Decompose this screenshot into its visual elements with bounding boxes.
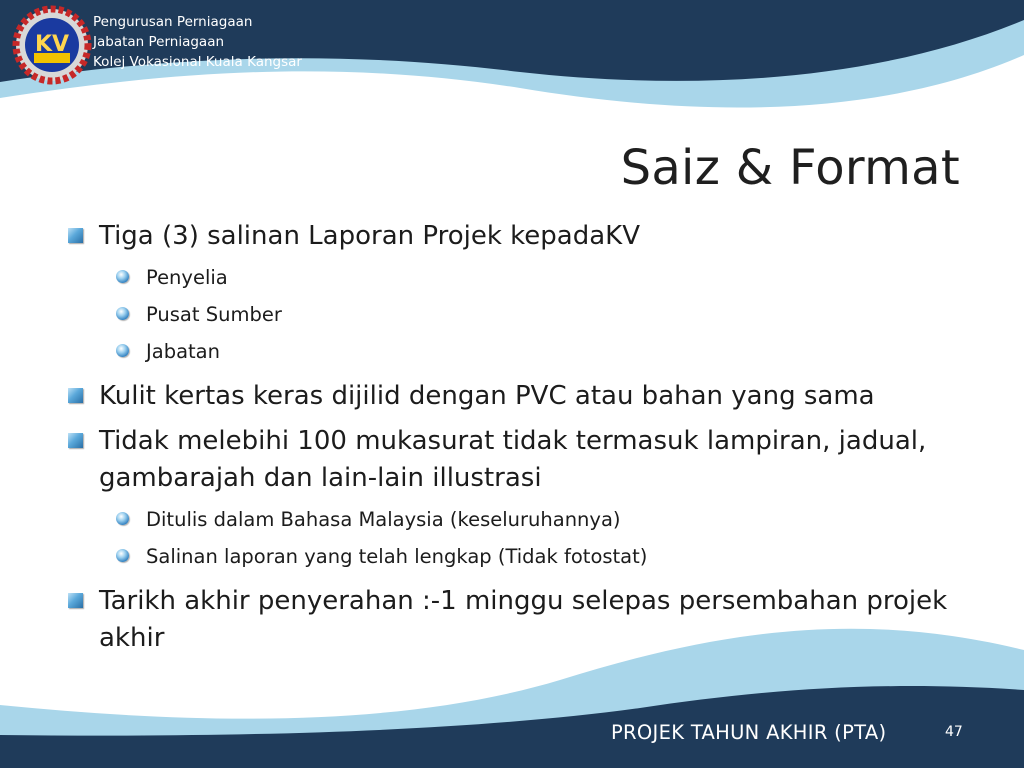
sub-bullet-text: Salinan laporan yang telah lengkap (Tidak fotostat)	[146, 545, 648, 568]
square-bullet-icon	[68, 593, 83, 608]
org-line: Jabatan Perniagaan	[93, 34, 225, 50]
bullet-item	[66, 378, 966, 415]
sub-bullet-item	[66, 259, 966, 296]
square-bullet-icon	[68, 433, 83, 448]
bullet-text: Tarikh akhir penyerahan :-1 minggu selepas persembahan projek akhir	[99, 586, 948, 653]
sub-bullet-text: Jabatan	[146, 340, 220, 363]
bullet-list	[66, 218, 966, 661]
page-number: 47	[945, 724, 963, 740]
sub-bullet-text: Pusat Sumber	[146, 303, 282, 326]
sub-bullet-item	[66, 296, 966, 333]
svg-text:KV: KV	[34, 32, 70, 57]
bullet-text: Tidak melebihi 100 mukasurat tidak termasuk lampiran, jadual, gambarajah dan lain-lain illustrasi	[99, 426, 927, 493]
bullet-text: Tiga (3) salinan Laporan Projek kepadaKV	[99, 221, 640, 251]
sub-bullet-item	[66, 501, 966, 538]
sub-bullet-text: Penyelia	[146, 266, 228, 289]
bullet-text: Kulit kertas keras dijilid dengan PVC atau bahan yang sama	[99, 381, 875, 411]
org-line: Pengurusan Perniagaan	[93, 14, 253, 30]
bullet-item	[66, 583, 966, 657]
bullet-item	[66, 218, 966, 255]
square-bullet-icon	[68, 388, 83, 403]
org-line: Kolej Vokasional Kuala Kangsar	[93, 54, 302, 70]
round-bullet-icon	[116, 307, 129, 320]
footer-label: PROJEK TAHUN AKHIR (PTA)	[611, 721, 887, 744]
sub-list	[66, 259, 966, 370]
sub-bullet-item	[66, 333, 966, 370]
round-bullet-icon	[116, 512, 129, 525]
square-bullet-icon	[68, 228, 83, 243]
sub-bullet-text: Ditulis dalam Bahasa Malaysia (keseluruhannya)	[146, 508, 621, 531]
bullet-item	[66, 423, 966, 497]
organization-header	[93, 12, 302, 72]
slide-title: Saiz & Format	[620, 140, 960, 196]
round-bullet-icon	[116, 549, 129, 562]
kv-college-crest-icon	[12, 5, 92, 85]
sub-list	[66, 501, 966, 575]
round-bullet-icon	[116, 270, 129, 283]
round-bullet-icon	[116, 344, 129, 357]
sub-bullet-item	[66, 538, 966, 575]
